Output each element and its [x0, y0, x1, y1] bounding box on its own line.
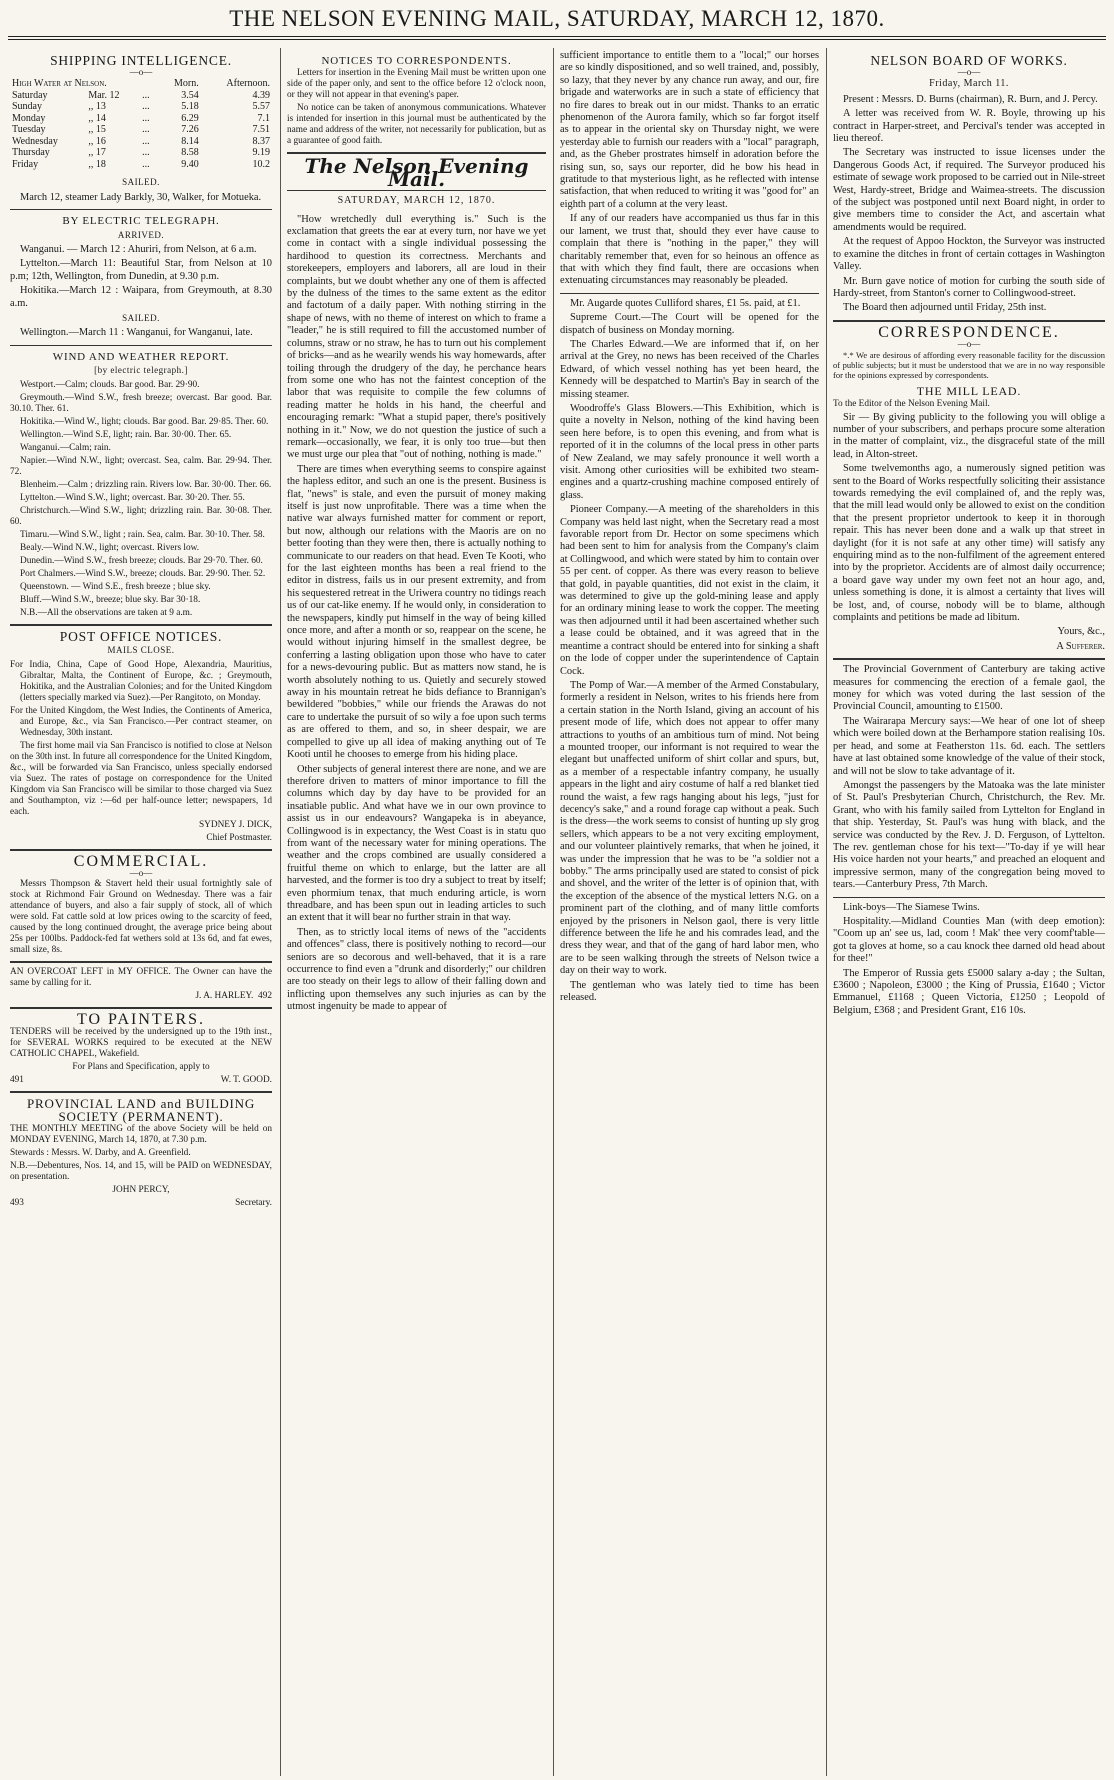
overcoat-text: AN OVERCOAT LEFT in MY OFFICE. The Owner can have the same by calling for it.	[10, 966, 272, 988]
divider	[10, 345, 272, 346]
painters-title: TO PAINTERS.	[76, 1010, 206, 1028]
tide-cell: Tuesday	[12, 124, 46, 136]
painters-plans: For Plans and Specification, apply to	[72, 1062, 210, 1073]
editorial-para-3: Other subjects of general interest there are none, and we are therefore driven to matters of minor importance to fill the columns which day by day have to be provided for an insatiable public. And what have we in our own province to assist us in our endeavours? Wangapeka is in abeyance, Collingwood is in expectancy, the West Coast is in statu quo from want of the necessary water for mining operations. The weather and the crops combined are usually considered a fruitful theme on which to enlarge, but the latter are all harvested, and the former is too dry a subject to treat by itself; even phormium tenax, that much enduring article, is worn threadbare, and has been spun out in leading articles to such an extent that it will bear no further strain in that way.	[287, 763, 546, 924]
board-para-1: Present : Messrs. D. Burns (chairman), R. Burn, and J. Percy.	[843, 93, 1098, 105]
provincial-nb: N.B.—Debentures, Nos. 14, and 15, will be PAID on WEDNESDAY, on presentation.	[10, 1161, 272, 1183]
divider	[560, 293, 819, 294]
tide-cell: ...	[142, 112, 150, 124]
commercial-body: Messrs Thompson & Stavert held their usual fortnightly sale of stock at Richmond Fair Ground on Wednesday. There was a fair attendance of buyers, and also a fair supply of stock, all of which were sold. Fat cattle sold at low prices owing to the scarcity of feed, caused by the long continued drought, the average price being about 25s per 100lbs. Paddock-fed fat wethers sold at 13s 6d, and fat ewes, small size, 8s.	[10, 878, 272, 955]
tide-cell: ,, 13	[88, 101, 106, 113]
tide-cell: 4.39	[252, 89, 270, 101]
weather-report: Bluff.—Wind S.W., breeze; blue sky. Bar 30·18.	[20, 594, 201, 605]
post-signature-title: Chief Postmaster.	[206, 832, 272, 843]
divider	[10, 849, 272, 851]
mill-lead-sign-2: A Sufferer.	[1056, 640, 1105, 652]
tide-cell: Saturday	[12, 89, 48, 101]
editorial-dateline: SATURDAY, MARCH 12, 1870.	[337, 195, 496, 207]
board-title: NELSON BOARD OF WORKS.	[870, 53, 1068, 68]
overcoat-advert	[10, 967, 272, 1002]
tide-cell: 8.58	[181, 147, 199, 159]
weather-report: Dunedin.—Wind S.W., fresh breeze; clouds. Bar 29·70. Ther. 60.	[20, 555, 263, 566]
tide-cell: 9.19	[252, 147, 270, 159]
telegraph-arrived-1: Wanganui. — March 12 : Ahuriri, from Nelson, at 6 a.m.	[20, 244, 257, 256]
editorial-masthead: The Nelson Evening Mail.	[304, 154, 529, 191]
tide-cell: Sunday	[12, 101, 42, 113]
tide-cell: Mar. 12	[88, 89, 120, 101]
weather-sub: [by electric telegraph.]	[94, 365, 188, 376]
divider	[10, 1091, 272, 1093]
news-charles-edward: The Charles Edward.—We are informed that if, on her arrival at the Grey, no news has been received of the Charles Edward, of which vessel nothing has yet been heard, the Kennedy will be despatched to Martin's Bay in search of the missing steamer.	[560, 338, 819, 400]
post-signature: SYDNEY J. DICK,	[199, 819, 272, 830]
board-para-5: Mr. Burn gave notice of motion for curbing the south side of Hardy-street, from Stanton's corner to Collingwood-street.	[833, 275, 1105, 299]
tide-cell: 8.37	[252, 135, 270, 147]
provincial-name: JOHN PERCY,	[112, 1185, 170, 1196]
news-pomp-of-war: The Pomp of War.—A member of the Armed Constabulary, formerly a resident in Nelson, writes to his friends here from a certain station in the North Island, giving an account of his present mode of life, which does not appear to offer many attractions to youths of an ambitious turn of mind. Not being a mounted trooper, our informant is not required to wear the elegant but unaffected uniform of shirt collar and spurs, but, as a member of a respectable infantry company, he usually appears in the light and airy costume of half a red blanket tied round the waist, a few rags hanging about his legs, "just for decency's sake," and a round forage cap without a peak. Such is the dress—the work seems to consist of hunting up sly grog sellers, which appears to be a not very exciting employment, and our volunteer plaintively remarks, that when he joined, it was under the impression that he was to be "a soldier not a bobby." The arms principally used are stated to consist of pick and shovel, and the writer of the letter is of opinion that, with the exception of the absence of the mystical letters N.G. on a prominent part of the clothing, and of many little comforts enjoyed by the prisoners in Nelson gaol, there is very little difference between the life he and his comrades lead, and the dress they wear, and that of the gang of hard labor men, who are to be seen walking through the streets of Nelson twice a day on their way to work.	[560, 679, 819, 977]
weather-report: Napier.—Wind N.W., light; overcast. Sea, calm. Bar. 29·94. Ther. 72.	[10, 455, 272, 477]
divider	[833, 658, 1105, 660]
shipping-sep: —o—	[129, 67, 153, 78]
tide-cell: ...	[142, 89, 150, 101]
tide-cell: 5.18	[181, 101, 199, 113]
news-wairarapa: The Wairarapa Mercury says:—We hear of one lot of sheep which were boiled down at the Berhampore station realising 10s. per head, and some at Featherston 11s. 6d. each. The settlers have at last obtained some knowledge of the value of their stock, and will not be slow to take advantage of it.	[833, 715, 1105, 777]
shipping-sailed-label: SAILED.	[122, 177, 160, 188]
notices-para-1: Letters for insertion in the Evening Mail must be written upon one side of the paper only, and sent to the office before 12 o'clock noon, or they will not appear in that evening's paper.	[287, 68, 546, 101]
weather-report: Wanganui.—Calm; rain.	[20, 442, 111, 453]
tide-cell: ...	[142, 158, 150, 170]
painters-name: W. T. GOOD.	[220, 1075, 272, 1086]
column-2	[287, 50, 546, 1772]
tide-cell: Friday	[12, 158, 39, 170]
correspondence-note: *.* We are desirous of affording every reasonable facility for the discussion of public subjects; but it must be understood that we are in no way responsible for the opinions expressed by correspondents.	[833, 350, 1105, 381]
tide-cell: Wednesday	[12, 135, 58, 147]
hospitality: Hospitality.—Midland Counties Man (with deep emotion): "Coom up an' see us, lad, coom ! Mak' thee very coomf'table—got ta gloves at home, so a cau knock thee darned old head about for thee!"	[833, 915, 1105, 965]
mill-lead-to: To the Editor of the Nelson Evening Mail.	[833, 398, 990, 409]
weather-report: Christchurch.—Wind S.W., light; drizzling rain. Bar. 30·08. Ther. 60.	[10, 505, 272, 527]
weather-report: Timaru.—Wind S.W., light ; rain. Sea, calm. Bar. 30·10. Ther. 58.	[20, 529, 265, 540]
editorial-para-4: Then, as to strictly local items of news of the "accidents and offences" class, there is positively nothing to record—our seniors are so decorous and well-behaved, that it is a rare occurrence to find even a "drunk and disorderly;" our children are too steady on their legs to allow of their falling down and inflicting upon themselves any such injuries as can by the utmost ingenuity be made to appear of	[287, 926, 546, 1013]
divider	[10, 961, 272, 963]
tide-row	[10, 124, 272, 136]
tide-header-place: High Water at Nelson.	[12, 78, 107, 90]
provincial-sign	[10, 1198, 272, 1209]
tide-cell: 6.29	[181, 112, 199, 124]
telegraph-title: BY ELECTRIC TELEGRAPH.	[62, 215, 220, 228]
telegraph-sailed: Wellington.—March 11 : Wanganui, for Wanganui, late.	[20, 327, 253, 339]
masthead-rule-2	[8, 39, 1106, 40]
tide-row	[10, 159, 272, 171]
tide-rows	[10, 90, 272, 171]
mill-lead-sign-1: Yours, &c.,	[1057, 626, 1105, 638]
tide-row	[10, 90, 272, 102]
editorial-cont-1: sufficient importance to entitle them to a "local;" our horses are so kindly dispositioned, and so well trained, and, possibly, so lazy, that they never by any chance run away, and our, fire brigade and waterworks are in such a state of efficiency that no fire dares to break out in our midst. Thanks to an erratic phenomenon of the Aurora family, which so far forgot itself as to appear in the oriental sky on Thursday night, we were yesterday able to furnish our readers with a "local" paragraph, and, as the Gheber prostrates himself in adoration before the rising sun, so, says our reporter, did he bow his head in gratitude to that mysterious light, as he reflected with intense satisfaction, that when reduced to writing it was "good for" an eighth part of a column at the very least.	[560, 50, 819, 210]
tide-cell: 7.1	[257, 112, 270, 124]
telegraph-arrived-3: Hokitika.—March 12 : Waipara, from Greymouth, at 8.30 a.m.	[10, 285, 272, 309]
provincial-title: PROVINCIAL LAND and BUILDING SOCIETY (PERMANENT).	[26, 1096, 256, 1124]
weather-report: Westport.—Calm; clouds. Bar good. Bar. 29·90.	[20, 379, 200, 390]
column-4	[833, 50, 1105, 1772]
painters-sign	[10, 1075, 272, 1086]
notices-title: NOTICES TO CORRESPONDENTS.	[321, 55, 512, 67]
board-para-2: A letter was received from W. R. Boyle, throwing up his contract in Harper-street, and Percival's tender was accepted in lieu thereof.	[833, 108, 1105, 145]
masthead-rule	[8, 36, 1106, 37]
news-supreme-court: Supreme Court.—The Court will be opened for the dispatch of business on Monday morning.	[560, 312, 819, 336]
emperor-salaries: The Emperor of Russia gets £5000 salary a-day ; the Sultan, £3600 ; Napoleon, £3000 ; the King of Prussia, £1640 ; Victor Emmanuel, £1168 ; Queen Victoria, £1250 ; Leopold of Belgium, £368 ; and President Grant, £16 10s.	[833, 967, 1105, 1016]
mill-lead-title: THE MILL LEAD.	[916, 384, 1022, 399]
overcoat-num: 492	[258, 990, 272, 1001]
overcoat-name-text: J. A. HARLEY.	[195, 990, 254, 1001]
board-para-3: The Secretary was instructed to issue licenses under the Dangerous Goods Act, if required. The Surveyor produced his estimate of sewage work proposed to be carried out in Nile-street West, Hardy-street, Bridge and Waimea-streets. The discussion of the subject was postponed until next Board night, in order to give members time to consider the Act, and ascertain what amendments would be required.	[833, 147, 1105, 233]
post-sub: MAILS CLOSE.	[107, 645, 175, 656]
commercial-sep: —o—	[129, 867, 153, 878]
column-3	[560, 50, 819, 1772]
board-sep: —o—	[957, 67, 981, 78]
notices-para-2: No notice can be taken of anonymous communications. Whatever is intended for insertion in this journal must be authenticated by the name and address of the writer, not necessarily for publication, but as a guarantee of good faith.	[287, 103, 546, 147]
weather-reports	[10, 380, 272, 606]
board-para-6: The Board then adjourned until Friday, 25th inst.	[843, 302, 1047, 314]
news-glass-blowers: Woodroffe's Glass Blowers.—This Exhibition, which is quite a novelty in Nelson, nothing of the kind having been seen here before, is to open this evening, and from what is reported of it in the columns of the local press in other parts of New Zealand, we may safely pronounce it well worth a visit. Among other curiosities will be exhibited two steam-engines and a quartz-crushing machine composed entirely of glass.	[560, 402, 819, 501]
tide-table	[10, 78, 272, 170]
tide-cell: 9.40	[181, 158, 199, 170]
editorial-cont-2: If any of our readers have accompanied us thus far in this our lament, we trust that, should they ever have cause to complain that there is "nothing in the paper," they will charitably remember that, even for so heinous an offence as that with which they find fault, there are occasions when extenuating circumstances may reasonably be pleaded.	[560, 213, 819, 287]
commercial-title: COMMERCIAL.	[73, 852, 209, 870]
divider	[10, 209, 272, 210]
weather-report: Bealy.—Wind N.W., light; overcast. Rivers low.	[20, 542, 200, 553]
overcoat-name	[10, 991, 272, 1002]
divider	[833, 320, 1105, 322]
news-female-gaol: The Provincial Government of Canterbury are taking active measures for commencing the erection of a female gaol, the money for which was voted during the last session of the Provincial Council, amounting to £1500.	[833, 664, 1105, 713]
tide-cell: 5.57	[252, 101, 270, 113]
provincial-advert	[10, 1124, 272, 1209]
weather-report: Lyttelton.—Wind S.W., light; overcast. Bar. 30·20. Ther. 55.	[20, 492, 245, 503]
mill-lead-para-1: Sir — By giving publicity to the following you will oblige a number of your subscribers, and perhaps procure some alteration in the matter of complaint, viz., the disgraceful state of the mill lead, in Alton-street.	[833, 411, 1105, 460]
tide-cell: ,, 15	[88, 124, 106, 136]
provincial-stewards: Stewards : Messrs. W. Darby, and A. Greenfield.	[10, 1148, 191, 1159]
weather-title: WIND AND WEATHER REPORT.	[52, 350, 230, 363]
news-augarde: Mr. Augarde quotes Culliford shares, £1 5s. paid, at £1.	[570, 297, 801, 309]
telegraph-sailed-label: SAILED.	[122, 313, 160, 324]
column-1	[10, 50, 272, 1772]
news-matoaka: Amongst the passengers by the Matoaka was the late minister of St. Paul's Presbyterian Church, Christchurch, the Rev. Mr. Grant, who with his family sailed from Lyttelton for England in that ship. Yesterday, St. Paul's was hung with black, and the service was conducted by the Rev. J. D. Ferguson, of Lyttelton. The rev. gentleman chose for his text—"To-day if ye will hear His voice harden not your hearts," and preached an eloquent and impressive sermon, many of the congregation being moved to tears.—Canterbury Press, 7th March.	[833, 779, 1105, 891]
tide-header-row	[10, 78, 272, 90]
tide-header-afternoon: Afternoon.	[226, 78, 270, 90]
column-divider-2	[553, 48, 554, 1776]
tide-cell: ,, 14	[88, 112, 106, 124]
news-released: The gentleman who was lately tied to time has been released.	[560, 979, 819, 1004]
tide-cell: ...	[142, 147, 150, 159]
board-date: Friday, March 11.	[929, 78, 1009, 90]
provincial-role: Secretary.	[235, 1198, 272, 1209]
tide-cell: ,, 18	[88, 158, 106, 170]
board-para-4: At the request of Appoo Hockton, the Surveyor was instructed to examine the ditches in front of certain cottages in Washington Valley.	[833, 236, 1105, 273]
divider	[10, 624, 272, 626]
provincial-body: THE MONTHLY MEETING of the above Society will be held on MONDAY EVENING, March 14, 1870, at 7.30 p.m.	[10, 1124, 272, 1146]
linkboys: Link-boys—The Siamese Twins.	[843, 901, 980, 913]
correspondence-title: CORRESPONDENCE.	[878, 323, 1060, 341]
mill-lead-para-2: Some twelvemonths ago, a numerously signed petition was sent to the Board of Works respectfully soliciting their assistance towards remedying the evil complained of, and the reply was, that the mill lead would only be allowed to exist on the condition that the present proprietor undertook to keep it in thorough repair. This has never been done and a walk up that street in daylight (for it is not safe at any other time) will satisfy any enquiring mind as to the non-fulfilment of the agreement entered into by the proprietor. Accidents are of almost daily occurrence; a board gave way under my own feet not an hour ago, and, unless something is done, it is almost a certainty that lives will be lost, and, of course, nobody will be to blame, although complaints and petitions be made ad libitum.	[833, 463, 1105, 624]
tide-cell: 10.2	[252, 158, 270, 170]
column-divider-3	[826, 48, 827, 1776]
editorial-para-2: There are times when everything seems to conspire against the hapless editor, and such an one is the present. Business is flat, "news" is stale, and even the pursuit of money making itself is just now unprofitable. There was a time when the native war always furnished matter for comment or report, but now, although our relations with the Maoris are on no better footing than they were then, there is actually nothing to communicate to our readers on that head. Even Te Kooti, who for the last eighteen months has been a real friend to the editor in distress, fails us in our present extremity, and from his sequestered retreat in the Uriwera country no tidings reach us of our cat-like enemy. If he would only, in consideration to the newspapers, kindly put himself in the way of being killed once more, and after a month or so, reappear on the scene, he would without injuring himself in the smallest degree, be conferring a lasting obligation upon those who have to cater for a news-devouring public. But as matters now stand, he is worth absolutely nothing to us. Quietly and securely stowed away in his mountain retreat he bids defiance to Brannigan's bewildered "bobbies," while our friends the Arawas do not care to undertake the pursuit of so wily a foe upon such terms as are offered to them, and so, in sheer despair, we are compelled to give up all idea of making anything out of Te Kooti until he chooses to emerge from his hiding place.	[287, 463, 546, 761]
column-divider-1	[280, 48, 281, 1776]
provincial-num: 493	[10, 1198, 24, 1209]
correspondence-sep: —o—	[957, 339, 981, 350]
tide-cell: Thursday	[12, 147, 50, 159]
painters-advert	[10, 1027, 272, 1086]
tide-row	[10, 101, 272, 113]
post-body: The first home mail via San Francisco is notified to close at Nelson on the 30th inst. In future all correspondence for the United Kingdom, &c., will be forwarded via San Francisco, unless specially endorsed via Suez. The rates of postage on correspondence for the United Kingdom via San Francisco will be similar to those charged via Suez and Southampton, viz :—6d per half-ounce letter; newspapers, 1d each.	[10, 740, 272, 817]
tide-cell: ,, 16	[88, 135, 106, 147]
divider	[833, 897, 1105, 898]
tide-cell: Monday	[12, 112, 46, 124]
weather-report: Blenheim.—Calm ; drizzling rain. Rivers low. Bar. 30·00. Ther. 66.	[20, 479, 272, 490]
tide-cell: ...	[142, 124, 150, 136]
weather-report: Greymouth.—Wind S.W., fresh breeze; overcast. Bar good. Bar. 30.10. Ther. 61.	[10, 392, 272, 414]
tide-cell: 7.51	[252, 124, 270, 136]
tide-cell: 8.14	[181, 135, 199, 147]
shipping-title: SHIPPING INTELLIGENCE.	[50, 53, 232, 68]
editorial-para-1: "How wretchedly dull everything is." Such is the exclamation that greets the ear at every turn, nor have we yet come in contact with a single individual possessing the hardihood to question its correctness. Merchants and storekeepers, employers and laborers, all are loud in their complaints, but we doubt whether any one of them is affected by the dulness of the times to the same extent as the editor and factotum of a daily paper. With nothing stirring in the shape of news, with no theme of interest on which to frame a "leader," he is still required to fill the accustomed number of columns, straw or no straw, he has to turn out his complement of bricks—and as he wearily wends his way homewards, after toiling through the drudgery of the day, he perchance hears from some one who has not the faintest conception of the labor that was requisite to compile the few columns of reading matter he holds in his hand, the cheerful and encouraging remark: "What a stupid paper, there's positively nothing in it." Now, we do not question the justice of such a remark—occasionally, we fear, it is only too true—but then we must urge our plea that "out of nothing, nothing is made."	[287, 213, 546, 461]
shipping-sailed-text: March 12, steamer Lady Barkly, 30, Walker, for Motueka.	[20, 191, 262, 203]
post-item-2: For the United Kingdom, the West Indies, the Continents of America, and Europe, &c., via San Francisco.—Per contract steamer, on Wednesday, 30th instant.	[10, 705, 272, 738]
tide-row	[10, 136, 272, 148]
tide-cell: ,, 17	[88, 147, 106, 159]
tide-row	[10, 147, 272, 159]
telegraph-arrived-label: ARRIVED.	[117, 229, 165, 240]
tide-cell: 3.54	[181, 89, 199, 101]
post-item-1: For India, China, Cape of Good Hope, Alexandria, Mauritius, Gibraltar, Malta, the Continent of Europe, &c. ; Greymouth, Hokitika, and the Australian Colonies; and for the United Kingdom (letters specially marked via Suez).—Per Rangitoto, on Monday.	[10, 659, 272, 703]
weather-note: N.B.—All the observations are taken at 9 a.m.	[20, 607, 193, 618]
tide-cell: ...	[142, 135, 150, 147]
telegraph-arrived-2: Lyttelton.—March 11: Beautiful Star, from Nelson at 10 p.m; 12th, Wellington, from Dunedin, at 9.30 p.m.	[10, 258, 272, 282]
news-pioneer-company: Pioneer Company.—A meeting of the shareholders in this Company was held last night, when the Secretary read a most favorable report from Dr. Hector on some specimens which had been sent to him for analysis from the Company's claim at Collingwood, and which were stated by him to contain over 55 per cent. of copper. As there was every reason to believe that gold, in payable quantities, did not exist in the claim, it was determined to give up the gold-mining lease and apply for an ordinary mining lease to work the copper. The meeting was then adjourned until it had been ascertained whether such a lease could be obtained, and it was agreed that in the meantime a contract should be entered into for sinking a shaft on the lode of copper under the superintendence of Captain Cock.	[560, 504, 819, 677]
weather-report: Queenstown. — Wind S.E., fresh breeze ; blue sky.	[20, 581, 211, 592]
painters-num: 491	[10, 1075, 24, 1086]
page-masthead: THE NELSON EVENING MAIL, SATURDAY, MARCH 12, 1870.	[229, 6, 885, 31]
divider	[10, 1007, 272, 1009]
tide-row	[10, 113, 272, 125]
tide-header-morn: Morn.	[174, 78, 199, 90]
weather-report: Port Chalmers.—Wind S.W., breeze; clouds. Bar. 29·90. Ther. 52.	[20, 568, 266, 579]
painters-body: TENDERS will be received by the undersigned up to the 19th inst., for SEVERAL WORKS required to be executed at the NEW CATHOLIC CHAPEL, Wakefield.	[10, 1027, 272, 1060]
weather-report: Wellington.—Wind S.E, light; rain. Bar. 30·00. Ther. 65.	[20, 429, 232, 440]
weather-report: Hokitika.—Wind W., light; clouds. Bar good. Bar. 29·85. Ther. 60.	[20, 416, 269, 427]
post-title: POST OFFICE NOTICES.	[59, 628, 223, 644]
tide-cell: 7.26	[181, 124, 199, 136]
tide-cell: ...	[142, 101, 150, 113]
